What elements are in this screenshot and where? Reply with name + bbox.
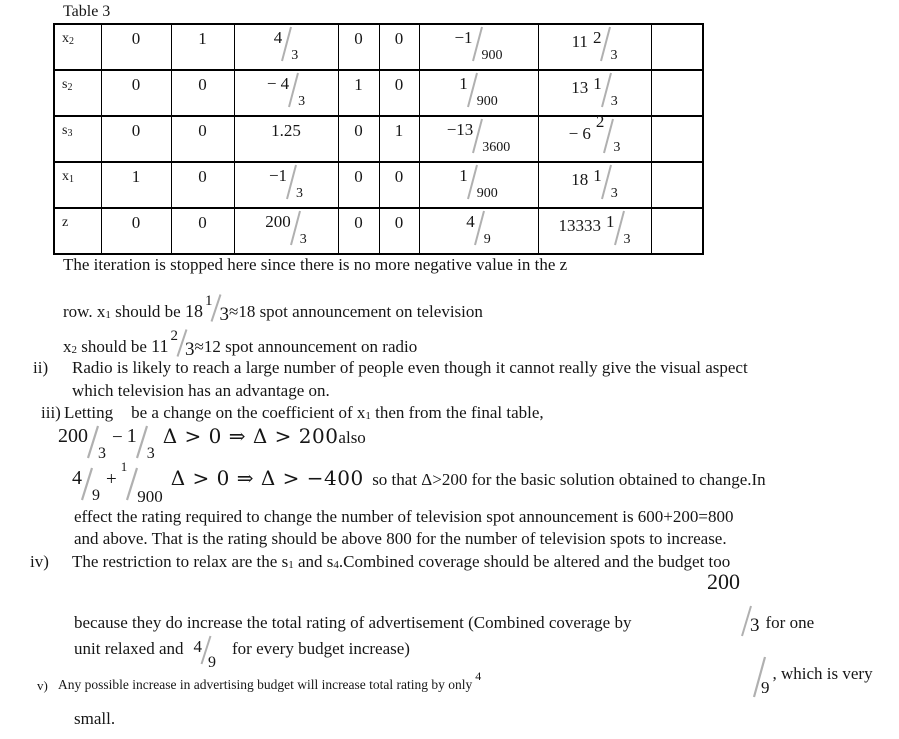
fraction: 4 9 bbox=[194, 622, 217, 658]
table-cell bbox=[538, 162, 651, 208]
table-row bbox=[54, 116, 703, 162]
table-cell: 0 bbox=[101, 208, 171, 254]
fraction-numerator-200: 200 bbox=[707, 569, 740, 594]
fraction: −1 3 bbox=[269, 163, 303, 201]
table-cell: 0 bbox=[379, 70, 419, 116]
table-cell bbox=[234, 70, 338, 116]
paragraph-line: row. x1 should be 18 1 3≈18 spot announcement on television bbox=[63, 287, 483, 326]
table-cell bbox=[651, 208, 703, 254]
table-title: Table 3 bbox=[63, 3, 111, 20]
table-cell: 0 bbox=[171, 70, 234, 116]
item-v-fraction: 9 , which is very bbox=[752, 655, 873, 699]
table-row bbox=[54, 162, 703, 208]
table-cell bbox=[651, 162, 703, 208]
row-label-cell: z bbox=[54, 208, 101, 254]
list-marker-iii: iii) bbox=[41, 403, 61, 422]
item-ii-text: Radio is likely to reach a large number of people even though it cannot really give the visual aspect which television has an advantage on. bbox=[72, 358, 748, 400]
fraction: 200 3 bbox=[58, 425, 106, 462]
fraction: 11 2 3 bbox=[151, 328, 195, 360]
paragraph-line: and above. That is the rating should be above 800 for the number of television spots to increase. bbox=[74, 529, 727, 548]
table-cell: 0 bbox=[101, 70, 171, 116]
table-cell: 0 bbox=[171, 162, 234, 208]
table-cell: 1 bbox=[338, 70, 379, 116]
list-marker-v: v) bbox=[37, 678, 48, 693]
table-cell: 0 bbox=[101, 116, 171, 162]
table-cell: 0 bbox=[171, 208, 234, 254]
math-expression-2: 4 9 + 1 900 Δ > 0 ⇒ Δ > −400 so that Δ>200 for the basic solution obtained to change.In bbox=[72, 459, 766, 506]
mixed-number: 13333 1 3 bbox=[559, 209, 631, 247]
table-cell: 0 bbox=[379, 24, 419, 70]
fraction: 4 9 bbox=[72, 467, 100, 504]
table-cell bbox=[234, 24, 338, 70]
table-cell bbox=[419, 70, 538, 116]
fraction: 18 1 3 bbox=[184, 293, 229, 325]
row-label-cell: s 2 bbox=[54, 70, 101, 116]
table-cell bbox=[538, 112, 651, 162]
fraction: − 4 3 bbox=[267, 71, 305, 109]
table-cell: 0 bbox=[338, 24, 379, 70]
table-row bbox=[54, 24, 703, 70]
row-label-cell: s 3 bbox=[54, 116, 101, 162]
item-iii-text: Letting be a change on the coefficient of x1 then from the final table, bbox=[64, 403, 544, 422]
fraction: 4 9 bbox=[466, 209, 491, 247]
table-cell: 0 bbox=[338, 162, 379, 208]
inequality-expression: Δ > 0 ⇒ Δ > −400 bbox=[170, 466, 364, 490]
paragraph-line: x2 should be 11 2 3≈12 spot announcement on radio bbox=[63, 322, 417, 361]
paragraph-line: The iteration is stopped here since there is no more negative value in the z bbox=[63, 255, 568, 274]
table-cell bbox=[651, 24, 703, 70]
simplex-table bbox=[53, 23, 704, 255]
mixed-number: 18 1 3 bbox=[571, 163, 618, 201]
table-cell: 0 bbox=[379, 208, 419, 254]
fraction-numerator-4: 4 bbox=[475, 669, 482, 683]
math-expression-1: 200 3 − 1 3 Δ > 0 ⇒ Δ > 200 also bbox=[58, 424, 366, 462]
fraction: −1 900 bbox=[454, 25, 502, 63]
table-cell bbox=[419, 116, 538, 162]
table-cell: 0 bbox=[338, 208, 379, 254]
operator: − bbox=[112, 427, 123, 448]
row-label-cell: x 1 bbox=[54, 162, 101, 208]
mixed-number: − 6 2 3 bbox=[568, 112, 621, 155]
fraction: −13 3600 bbox=[447, 117, 511, 155]
table-cell bbox=[538, 208, 651, 254]
table-cell bbox=[538, 70, 651, 116]
row-label-cell: x 2 bbox=[54, 24, 101, 70]
item-iv-line1: The restriction to relax are the s1 and s4.Combined coverage should be altered and the budget too bbox=[72, 552, 731, 571]
fraction: 1 900 bbox=[120, 459, 163, 506]
mixed-number: 11 2 3 bbox=[572, 25, 618, 63]
item-v-last-line: small. bbox=[74, 709, 116, 728]
table-cell bbox=[419, 162, 538, 208]
table-cell: 0 bbox=[171, 116, 234, 162]
table-cell bbox=[234, 208, 338, 254]
fraction: 200 3 bbox=[265, 209, 307, 247]
operator: + bbox=[106, 469, 117, 490]
table-cell bbox=[538, 24, 651, 70]
fraction: 3 bbox=[742, 594, 760, 632]
item-iv-line3: unit relaxed and 4 9for every budget increase) bbox=[74, 622, 410, 659]
item-iv-line2: because they do increase the total rating of advertisement (Combined coverage by 3 for one bbox=[74, 594, 814, 633]
table-cell: 1.25 bbox=[234, 116, 338, 162]
table-cell bbox=[419, 24, 538, 70]
table-cell: 0 bbox=[338, 116, 379, 162]
fraction: 1 900 bbox=[459, 163, 498, 201]
item-v-text: Any possible increase in advertising budget will increase total rating by only4 bbox=[58, 669, 482, 692]
inequality-expression: Δ > 0 ⇒ Δ > 200 bbox=[162, 424, 339, 448]
mixed-number: 13 1 3 bbox=[571, 71, 618, 109]
table-cell bbox=[234, 162, 338, 208]
table-row bbox=[54, 208, 703, 254]
fraction: 1 3 bbox=[126, 425, 155, 462]
table-cell: 1 bbox=[171, 24, 234, 70]
table-cell: 1 bbox=[379, 116, 419, 162]
list-marker-iv: iv) bbox=[30, 552, 49, 571]
table-cell bbox=[419, 208, 538, 254]
list-marker-ii: ii) bbox=[33, 358, 49, 377]
fraction: 4 3 bbox=[274, 25, 299, 63]
table-cell: 0 bbox=[101, 24, 171, 70]
table-cell bbox=[651, 116, 703, 162]
paragraph-line: effect the rating required to change the number of television spot announcement is 600+200=800 bbox=[74, 507, 734, 526]
table-cell: 1 bbox=[101, 162, 171, 208]
fraction: 1 900 bbox=[459, 71, 498, 109]
table-row bbox=[54, 70, 703, 116]
table-cell: 0 bbox=[379, 162, 419, 208]
table-cell bbox=[651, 70, 703, 116]
